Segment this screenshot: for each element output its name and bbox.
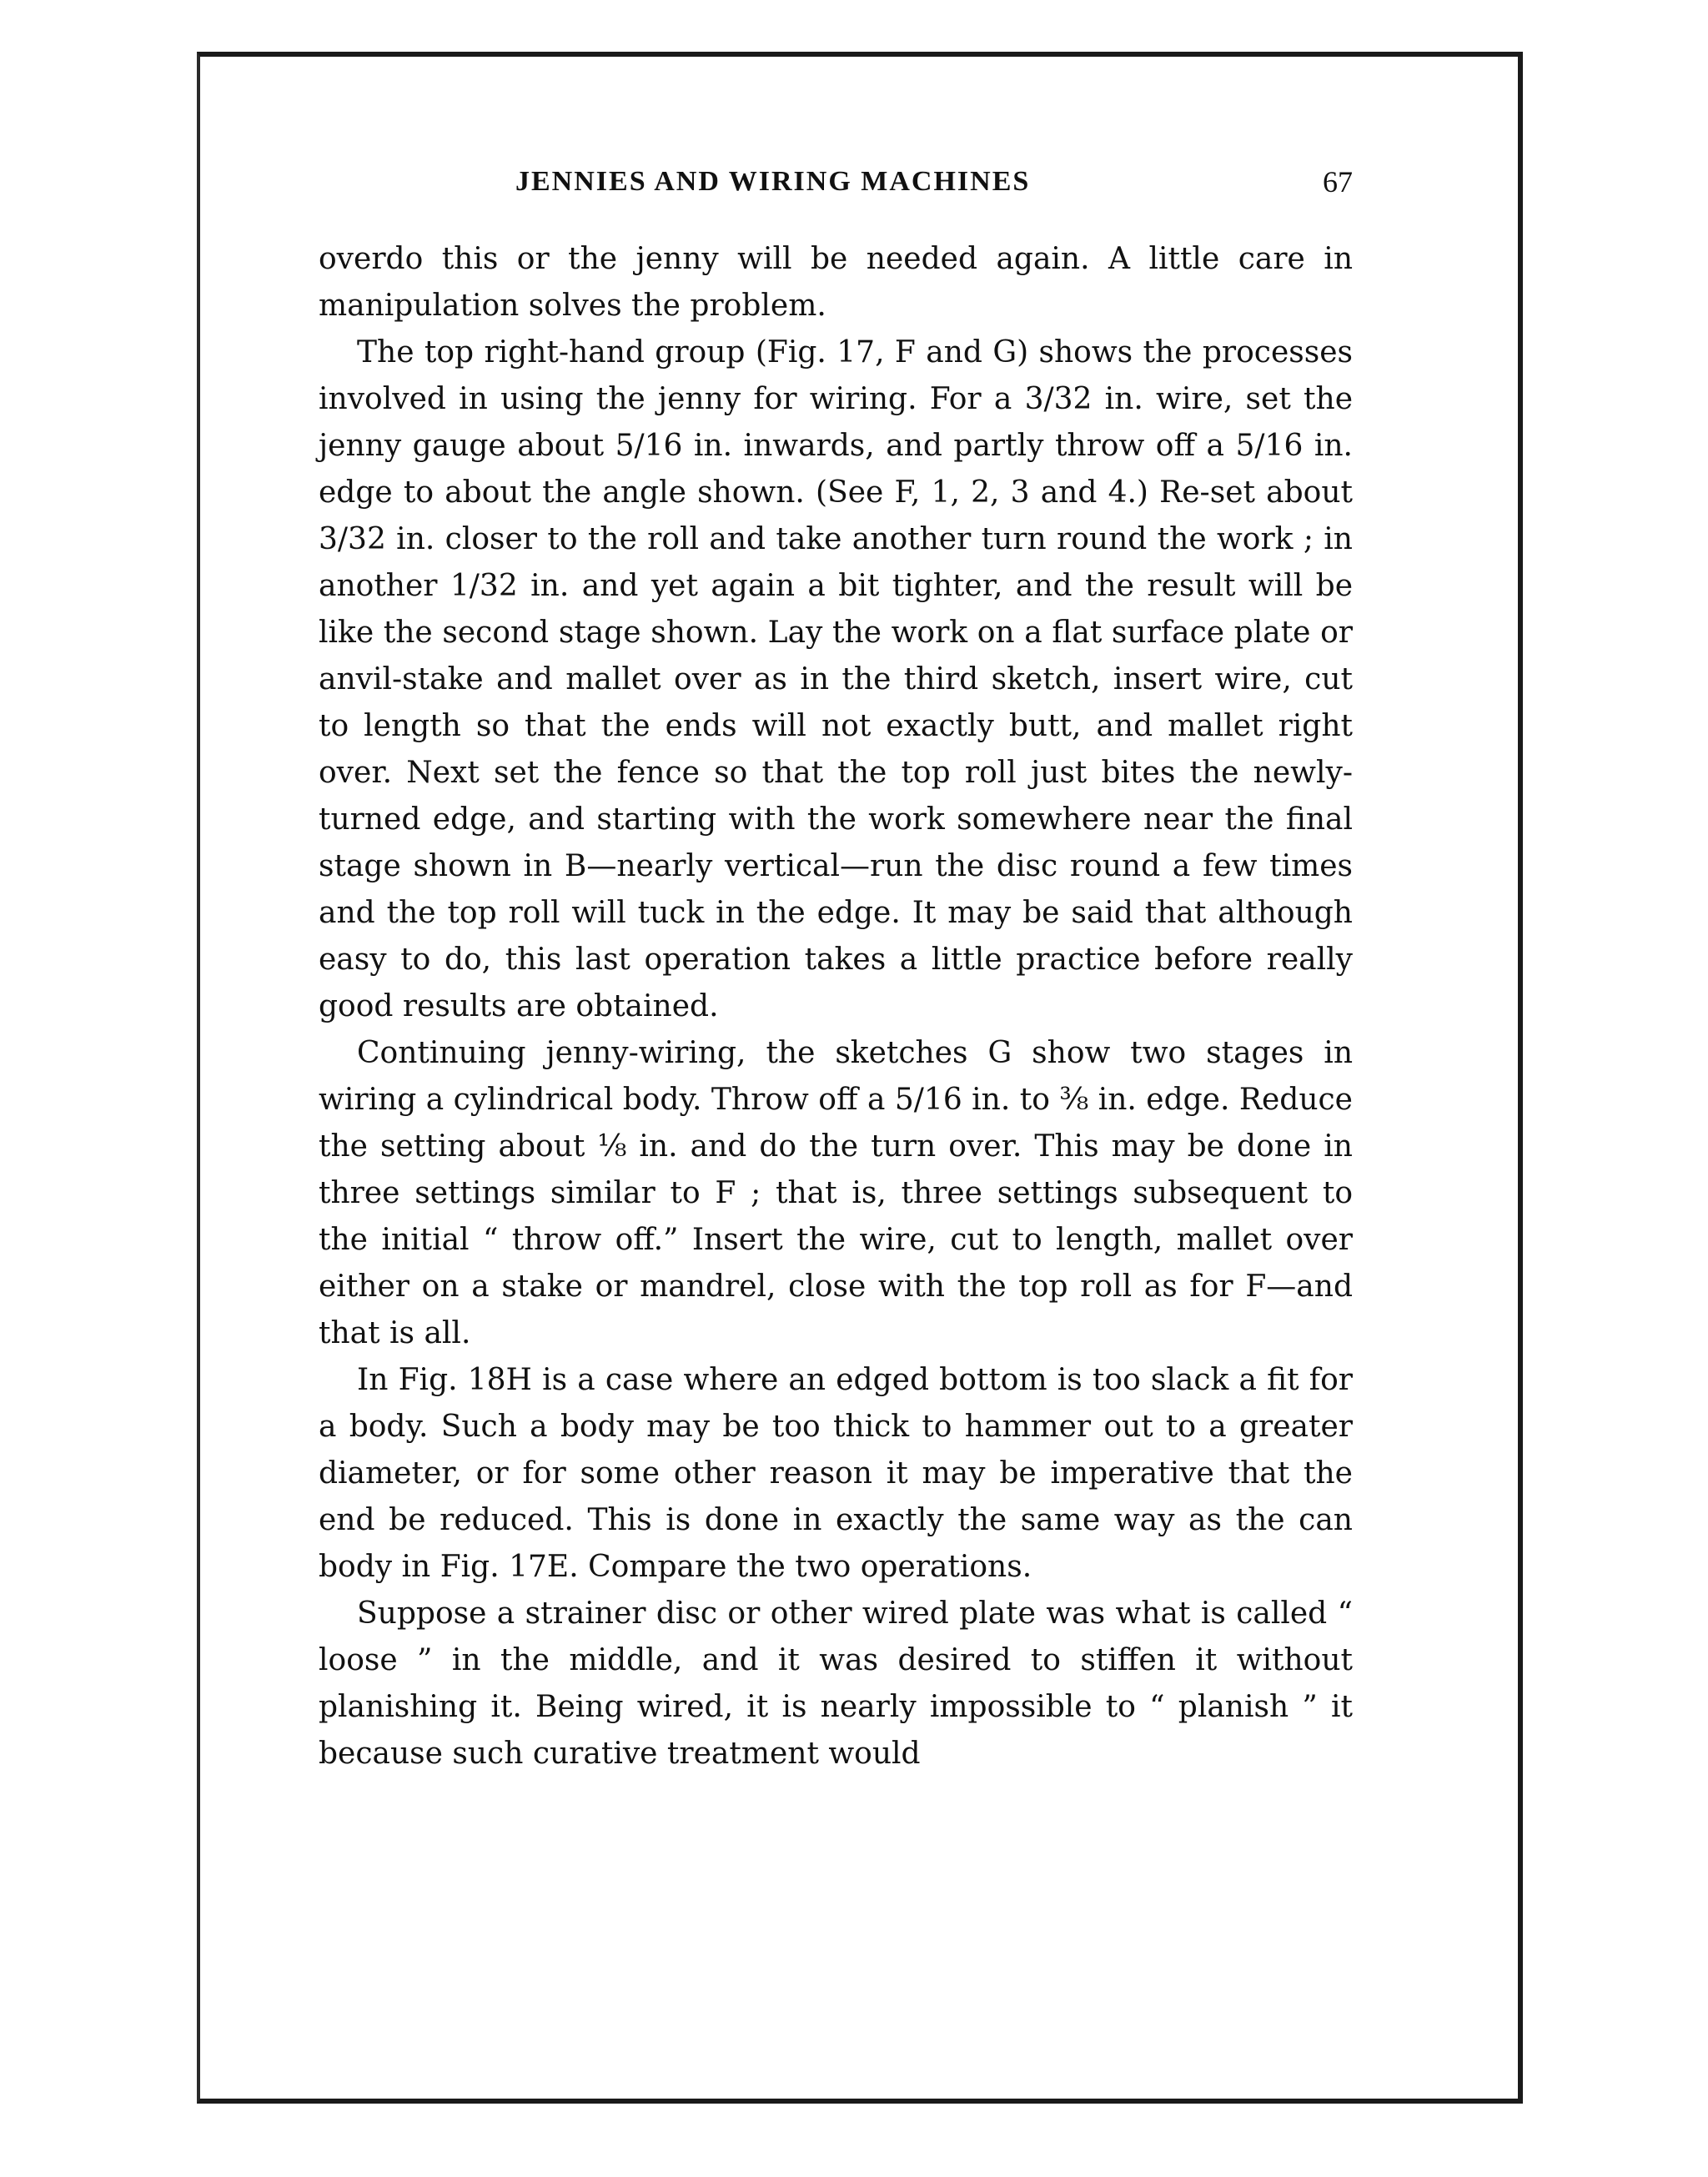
paragraph: Suppose a strainer disc or other wired plate was what is called “ loose ” in the middle, and it was desired to stiffen it without planishing it. Being wired, it is nearly impossible to “ planish ” it because such curative treatment would xyxy=(319,1596,1353,1771)
paragraph: In Fig. 18H is a case where an edged bottom is too slack a fit for a body. Such a body may be too thick to hammer out to a greater diameter, or for some other reason it may be imperative that the end be reduced. This is done in exactly the same way as the can body in Fig. 17E. Compare the two operations. xyxy=(319,1363,1353,1584)
page-number: 67 xyxy=(1323,165,1353,199)
paragraph: The top right-hand group (Fig. 17, F and G) shows the processes involved in using the jenny for wiring. For a 3/32 in. wire, set the jenny gauge about 5/16 in. inwards, and partly throw off a 5/16 in. edge to about the angle shown. (See F, 1, 2, 3 and 4.) Re-set about 3/32 in. closer to the roll and take another turn round the work ; in another 1/32 in. and yet again a bit tighter, and the result will be like the second stage shown. Lay the work on a flat surface plate or anvil-stake and mallet over as in the third sketch, insert wire, cut to length so that the ends will not exactly butt, and mallet right over. Next set the fence so that the top roll just bites the newly-turned edge, and starting with the work somewhere near the final stage shown in B—nearly vertical—run the disc round a few times and the top roll will tuck in the edge. It may be said that although easy to do, this last operation takes a little practice before really good results are obtained. xyxy=(319,335,1353,1023)
running-header xyxy=(319,163,1353,200)
body-text xyxy=(319,236,1353,1777)
paragraph: overdo this or the jenny will be needed again. A little care in manipulation solves the problem. xyxy=(319,242,1353,323)
paragraph: Continuing jenny-wiring, the sketches G show two stages in wiring a cylindrical body. Throw off a 5/16 in. to ⅜ in. edge. Reduce the setting about ⅛ in. and do the turn over. This may be done in three settings similar to F ; that is, three settings subsequent to the initial “ throw off.” Insert the wire, cut to length, mallet over either on a stake or mandrel, close with the top roll as for F—and that is all. xyxy=(319,1036,1353,1350)
running-title: JENNIES AND WIRING MACHINES xyxy=(515,166,1031,197)
